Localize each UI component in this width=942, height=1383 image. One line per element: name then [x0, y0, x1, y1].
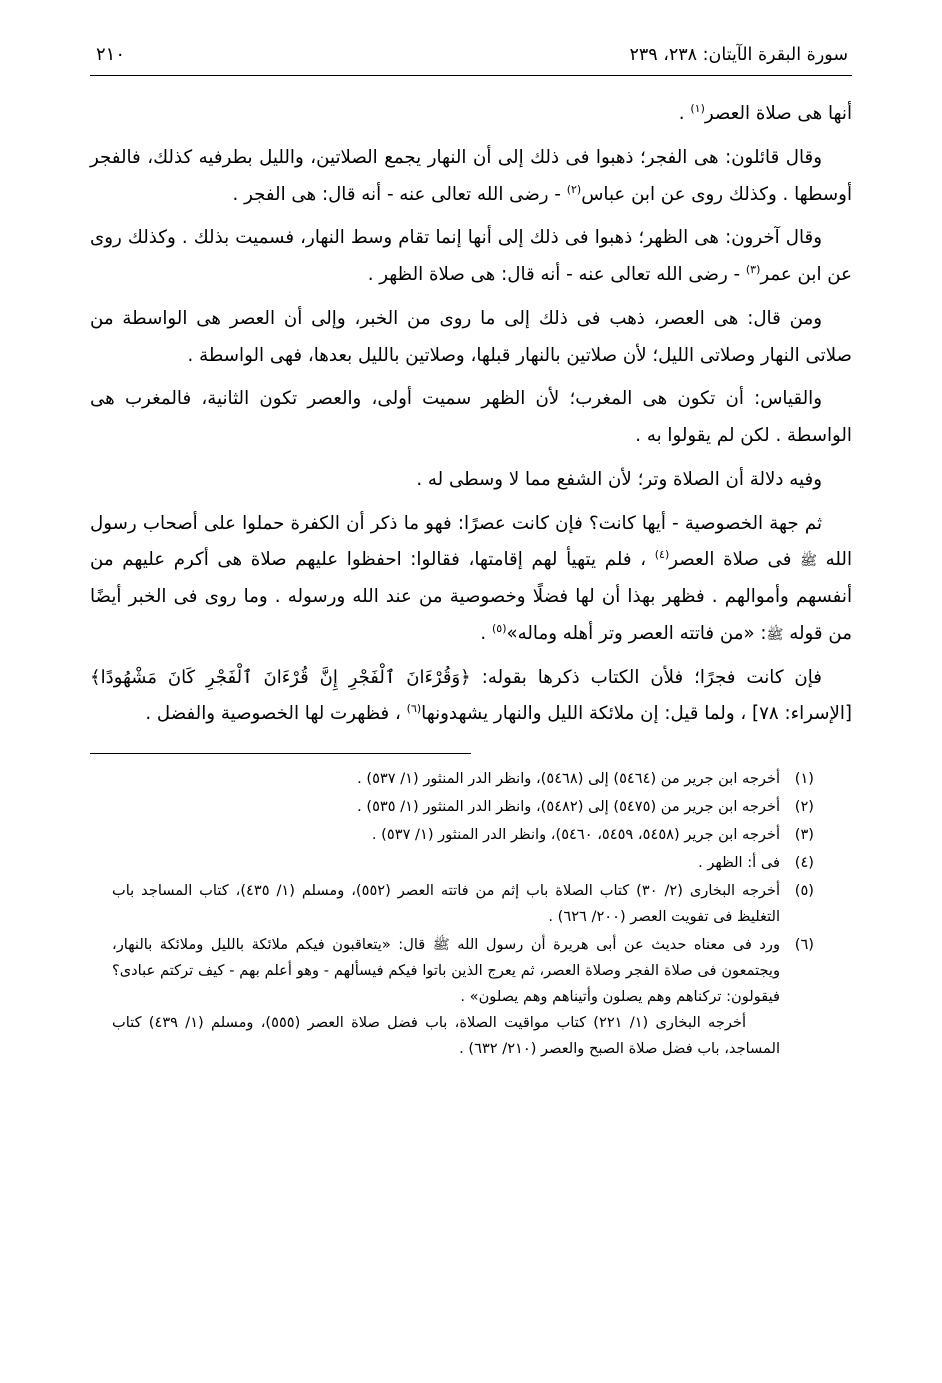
main-text: [90, 96, 852, 733]
footnote-text: أخرجه ابن جرير (٥٤٥٨، ٥٤٥٩، ٥٤٦٠)، وانظر الدر المنثور (١/ ٥٣٧) .: [371, 826, 780, 844]
footnote-item: [112, 766, 814, 792]
footnote-marker: (٢): [794, 798, 814, 816]
footnote-marker: (٤): [794, 854, 814, 872]
footnote-item: [112, 850, 814, 876]
paragraph: فإن كانت فجرًا؛ فلأن الكتاب ذكرها بقوله: ﴿وَقُرْءَانَ ٱلْفَجْرِ إِنَّ قُرْءَانَ ٱلْفَجْرِ كَانَ مَشْهُودًا﴾ [الإسراء: ٧٨] ، ولما قيل: إن ملائكة الليل والنهار يشهدونها$^{(٦)}$ ، فظهرت لها الخصوصية والفضل .: [90, 666, 852, 725]
footnote-text: [112, 932, 780, 1062]
paragraph: ومن قال: هى العصر، ذهب فى ذلك إلى ما روى من الخبر، وإلى أن العصر هى الواسطة من صلاتى النهار وصلاتى الليل؛ لأن صلاتين بالنهار قبلها، وصلاتين بالليل بعدها، فهى الواسطة .: [90, 307, 852, 366]
paragraph: وقال قائلون: هى الفجر؛ ذهبوا فى ذلك إلى أن النهار يجمع الصلاتين، والليل بطرفيه كذلك، فالفجر أوسطها . وكذلك روى عن ابن عباس$^{(٢)}$ - رضى الله تعالى عنه - أنه قال: هى الفجر .: [90, 146, 852, 205]
footnotes: [90, 766, 852, 1062]
footnote-item: [112, 822, 814, 848]
footnote-item: [112, 932, 814, 1062]
header-divider: [90, 75, 852, 76]
footnote-text: أخرجه ابن جرير من (٥٤٦٤) إلى (٥٤٦٨)، وانظر الدر المنثور (١/ ٥٣٧) .: [357, 770, 780, 788]
footnote-marker: (٦): [794, 936, 814, 954]
footnote-divider: [90, 753, 471, 754]
paragraph: والقياس: أن تكون هى المغرب؛ لأن الظهر سميت أولى، والعصر تكون الثانية، فالمغرب هى الواسطة . لكن لم يقولوا به .: [90, 388, 852, 447]
footnote-text: أخرجه البخارى (٢/ ٣٠) كتاب الصلاة باب إثم من فاتته العصر (٥٥٢)، ومسلم (١/ ٤٣٥)، كتاب المساجد باب التغليظ فى تفويت العصر (٢٠٠/ ٦٢٦) .: [112, 882, 780, 926]
paragraph: وقال آخرون: هى الظهر؛ ذهبوا فى ذلك إلى أنها إنما تقام وسط النهار، فسميت بذلك . وكذلك روى عن ابن عمر$^{(٣)}$ - رضى الله تعالى عنه - أنه قال: هى صلاة الظهر .: [90, 227, 852, 286]
paragraph: ثم جهة الخصوصية - أيها كانت؟ فإن كانت عصرًا: فهو ما ذكر أن الكفرة حملوا على أصحاب رسول الله ﷺ فى صلاة العصر$^{(٤)}$ ، فلم يتهيأ لهم إقامتها، فقالوا: احفظوا عليهم صلاة هى أكرم عليهم من أنفسهم وأموالهم . فظهر بهذا أن لها فضلًا وخصوصية من عند الله ورسوله . وما روى فى الخبر أيضًا من قوله ﷺ: «من فاتته العصر وتر أهله وماله»$^{(٥)}$ .: [90, 512, 853, 644]
footnote-marker: (١): [794, 770, 814, 788]
footnote-text: فى أ: الظهر .: [698, 854, 780, 872]
page-header: [90, 44, 852, 65]
footnote-text: أخرجه ابن جرير من (٥٤٧٥) إلى (٥٤٨٢)، وانظر الدر المنثور (١/ ٥٣٥) .: [357, 798, 780, 816]
page-number: ٢١٠: [96, 44, 126, 65]
surah-reference: سورة البقرة الآيتان: ٢٣٨، ٢٣٩: [629, 45, 848, 65]
footnote-line: ورد فى معناه حديث عن أبى هريرة أن رسول الله ﷺ قال: «يتعاقبون فيكم ملائكة بالليل وملائكة بالنهار، ويجتمعون فى صلاة الفجر وصلاة العصر، ثم يعرج الذين باتوا فيكم فيسألهم - وهو أعلم بهم - كيف تركتم عبادى؟ فيقولون: تركناهم وهم يصلون وأتيناهم وهم يصلون» .: [112, 936, 780, 1005]
paragraph: وفيه دلالة أن الصلاة وتر؛ لأن الشفع مما لا وسطى له .: [416, 468, 822, 490]
paragraph: أنها هى صلاة العصر$^{(١)}$ .: [678, 101, 852, 124]
footnote-item: [112, 794, 814, 820]
footnote-marker: (٥): [794, 882, 814, 900]
footnote-line: أخرجه البخارى (١/ ٢٢١) كتاب مواقيت الصلاة، باب فضل صلاة العصر (٥٥٥)، ومسلم (١/ ٤٣٩) كتاب المساجد، باب فضل صلاة الصبح والعصر (٢١٠/ ٦٣٢) .: [112, 1013, 780, 1057]
footnote-marker: (٣): [794, 826, 814, 844]
footnote-item: [112, 878, 814, 930]
